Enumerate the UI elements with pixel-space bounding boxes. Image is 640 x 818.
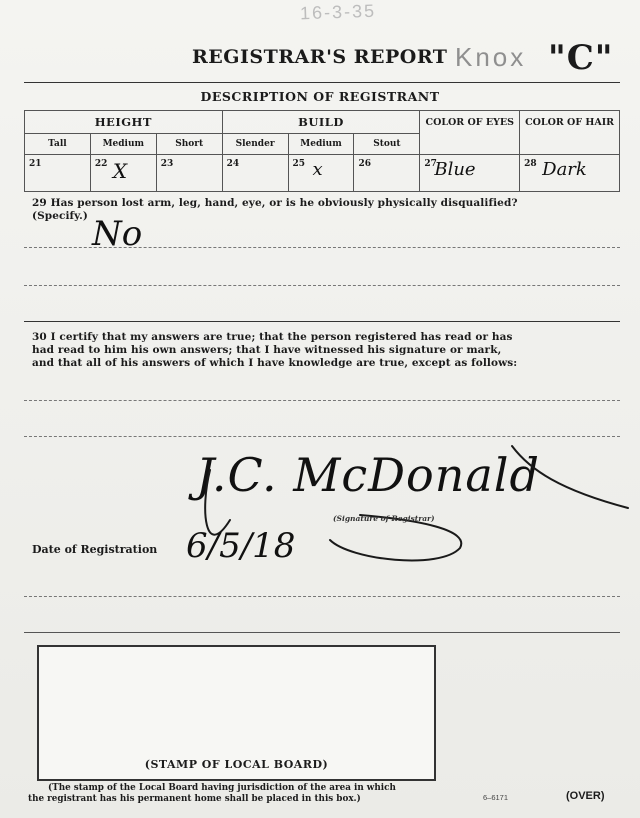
- report-title: REGISTRAR'S REPORT: [192, 46, 448, 68]
- build-medium-label: Medium: [288, 134, 354, 155]
- hair-color-entry: Dark: [542, 159, 587, 180]
- hair-color-header: COLOR OF HAIR: [520, 111, 620, 155]
- stamp-note: [28, 783, 448, 805]
- height-short-label: Short: [156, 134, 222, 155]
- q30-line3: and that all of his answers of which I have knowledge are true, except as follows:: [32, 357, 518, 369]
- q29-answer-line: [24, 285, 620, 286]
- eye-color-header: COLOR OF EYES: [420, 111, 520, 155]
- q30-answer-line: [24, 436, 620, 437]
- stamp-box: [37, 645, 436, 781]
- cell-stout: [354, 155, 420, 192]
- divider: [24, 82, 620, 83]
- q29-answer-line: [24, 247, 620, 248]
- stamp-label: (STAMP OF LOCAL BOARD): [144, 758, 329, 771]
- cell-medium: [90, 155, 156, 192]
- top-stamp-number: 16-3-35: [299, 0, 377, 24]
- divider: [24, 321, 620, 322]
- cell-build-medium: [288, 155, 354, 192]
- eye-color-entry: Blue: [434, 159, 476, 180]
- cell-hair-color: [520, 155, 620, 192]
- build-header: BUILD: [222, 111, 420, 134]
- cell-slender: [222, 155, 288, 192]
- signature-caption: (Signature of Registrar): [333, 514, 435, 523]
- form-letter: "C": [548, 38, 614, 78]
- q29-line1: 29 Has person lost arm, leg, hand, eye, or is he obviously physically disqualified?: [32, 197, 518, 209]
- build-slender-label: Slender: [222, 134, 288, 155]
- q30-answer-line: [24, 400, 620, 401]
- build-stout-label: Stout: [354, 134, 420, 155]
- number-26: 26: [358, 159, 371, 169]
- number-24: 24: [226, 159, 240, 169]
- description-table: [24, 110, 620, 192]
- description-title: DESCRIPTION OF REGISTRANT: [200, 89, 440, 104]
- date-label: Date of Registration: [32, 543, 158, 556]
- divider: [24, 632, 620, 633]
- form-number: 6–6171: [483, 793, 509, 802]
- number-25: 25: [292, 159, 306, 169]
- county-stamp: Knox: [455, 42, 527, 72]
- number-28: 28: [524, 159, 537, 169]
- registration-date: 6/5/18: [186, 526, 296, 566]
- number-21: 21: [29, 159, 42, 169]
- build-medium-mark: x: [312, 159, 323, 180]
- number-22: 22: [94, 159, 108, 169]
- q30-line2: had read to him his own answers; that I have witnessed his signature or mark,: [32, 344, 502, 356]
- stamp-note-line2: the registrant has his permanent home shall be placed in this box.): [28, 794, 361, 804]
- over-label: (OVER): [566, 790, 605, 802]
- height-medium-label: Medium: [90, 134, 156, 155]
- height-header: HEIGHT: [25, 111, 223, 134]
- height-medium-mark: X: [112, 159, 128, 183]
- number-27: 27: [424, 159, 437, 169]
- date-separator-line: [24, 596, 620, 597]
- report-header: [0, 38, 640, 78]
- q30-line1: 30 I certify that my answers are true; that the person registered has read or has: [32, 331, 513, 343]
- cell-tall: [25, 155, 91, 192]
- q29-line2: (Specify.): [32, 210, 88, 222]
- cell-eye-color: [420, 155, 520, 192]
- number-23: 23: [160, 159, 174, 169]
- stamp-note-line1: (The stamp of the Local Board having jurisdiction of the area in which: [48, 783, 396, 793]
- height-tall-label: Tall: [25, 134, 91, 155]
- q29-answer: No: [92, 214, 143, 254]
- registrar-signature: J.C. McDonald: [196, 448, 540, 502]
- cell-short: [156, 155, 222, 192]
